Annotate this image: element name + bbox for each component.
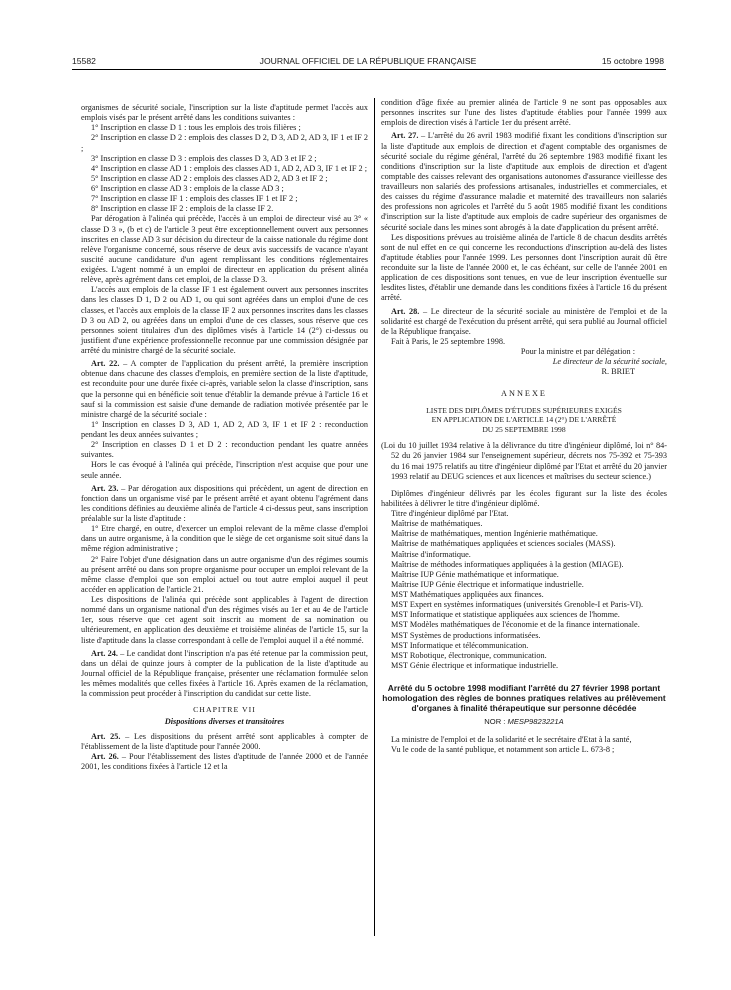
- article-28: [381, 307, 667, 337]
- signature-line: Pour la ministre et par délégation :: [520, 347, 635, 356]
- chapter-title: Dispositions diverses et transitoires: [164, 717, 285, 727]
- article-text: – L'arrêté du 26 avril 1983 modifié fixant les conditions d'inscription sur la liste d'aptitude aux emplois de direction et d'agent comptable des organismes de sécurité sociale du régime général, l'arrêté du 26 septembre 1983 modifié fixant les conditions d'inscription sur la liste d'aptitude aux emplois de direction et d'agent comptable des caisses relevant des organisations autonomes d'assurance vieillesse des travailleurs non salariés des professions artisanales, industrielles et commerciales, et des caisses du régime d'assurance maladie et maternité des travailleurs non salariés des professions non agricoles et l'arrêté du 5 août 1985 modifié fixant les conditions d'inscription sur la liste d'aptitude aux emplois de cadre supérieur des organismes de sécurité sociale dans les mines sont abrogés à la date d'application du présent arrêté.: [381, 131, 668, 232]
- article-label: Art. 28.: [391, 306, 420, 316]
- list-item: 3° Inscription en classe D 3 : emplois des classes D 3, AD 3 et IF 2 ;: [91, 153, 317, 163]
- signature-role: Le directeur de la sécurité sociale,: [552, 357, 667, 367]
- paragraph: Hors le cas évoqué à l'alinéa qui précède, l'inscription n'est acquise que pour une seule année.: [81, 460, 368, 480]
- diplome-item: MST Mathématiques appliquées aux finances.: [391, 590, 544, 600]
- list-item: 5° Inscription en classe AD 2 : emplois des classes AD 2, AD 3 et IF 2 ;: [91, 173, 328, 183]
- chapter-heading: CHAPITRE VII: [193, 705, 256, 715]
- diplome-item: Maîtrise d'informatique.: [391, 549, 471, 559]
- signatory-name: R. BRIET: [601, 367, 635, 377]
- article-label: Art. 22.: [91, 359, 120, 369]
- nor-label: NOR :: [484, 717, 506, 727]
- article-27: [381, 131, 667, 232]
- column-divider: [374, 98, 375, 936]
- list-item: 8° Inscription en classe IF 2 : emplois de la classe IF 2.: [91, 204, 274, 214]
- list-title-line: LISTE DES DIPLÔMES D'ÉTUDES SUPÉRIEURES EXIGÉS: [426, 405, 622, 415]
- article-label: Art. 27.: [391, 131, 419, 141]
- list-item: 4° Inscription en classe AD 1 : emplois des classes AD 1, AD 2, AD 3, IF 1 et IF 2 ;: [91, 163, 367, 173]
- diplome-item: MST Génie électrique et informatique industrielle.: [391, 660, 559, 670]
- page-number: 15582: [72, 56, 96, 66]
- paragraph: L'accès aux emplois de la classe IF 1 est également ouvert aux personnes inscrites dans les classes D 1, D 2 ou AD 1, ou qui sont agréées dans un emploi d'une de ces classes, et l'accès aux emplois de la classe IF 2 aux personnes inscrites dans les classes D 3 ou AD 2, ou agréées dans un emploi d'une de ces classes, sous réserve que ces personnes soient titulaires d'un des diplômes visés à l'article 14 (2°) ci-dessus ou justifient d'une expérience professionnelle reconnue par une commission désignée par arrêté du ministre chargé de la sécurité sociale.: [81, 285, 368, 355]
- place-date: Fait à Paris, le 25 septembre 1998.: [391, 336, 506, 346]
- article-text: – Pour l'établissement des listes d'aptitude de l'année 2000 et de l'année 2001, les conditions fixées à l'article 12 et la: [81, 751, 368, 771]
- diplomes-list: [381, 509, 667, 671]
- paragraph: condition d'âge fixée au premier alinéa de l'article 9 ne sont pas opposables aux personnes inscrites sur l'une des listes d'aptitude établies pour l'année 1999 aux emplois de direction visés à l'article 1er du présent arrêté.: [381, 98, 667, 128]
- paragraph: Les dispositions prévues au troisième alinéa de l'article 8 de chacun desdits arrêtés sont de nul effet en ce qui concerne les reconductions d'inscription au-delà des listes d'aptitude établies pour l'année 1999. Les personnes dont l'inscription aurait dû être reconduite sur la liste de l'année 2000 et, le cas échéant, sur celle de l'année 2001 en application de ces dispositions sont tenues, en vue de leur inscription éventuelle sur lesdites listes, d'établir une demande dans les conditions fixées à l'article 16 du présent arrêté.: [381, 232, 667, 303]
- article-text: – Les dispositions du présent arrêté sont applicables à compter de l'établissement de la liste d'aptitude pour l'année 2000.: [81, 731, 368, 751]
- list-title-line: EN APPLICATION DE L'ARTICLE 14 (2°) DE L'ARRÊTÉ: [431, 415, 617, 425]
- list-item: 2° Faire l'objet d'une désignation dans un autre organisme d'un des régimes soumis au présent arrêté ou dans son propre organisme pour occuper un emploi relevant de la même classe d'emploi que son emploi actuel ou tout autre emploi auquel il peut accéder en application de l'article 21.: [81, 554, 368, 594]
- diplome-item: MST Modèles mathématiques de l'économie et de la finance internationale.: [391, 620, 640, 630]
- list-item: 1° Inscription en classe D 1 : tous les emplois des trois filières ;: [91, 123, 301, 133]
- paragraph: organismes de sécurité sociale, l'inscription sur la liste d'aptitude permet l'accès aux emplois visés par le présent arrêté dans les conditions suivantes :: [81, 103, 368, 123]
- diplome-item: MST Expert en systèmes informatiques (universités Grenoble-I et Paris-VI).: [391, 600, 644, 610]
- paragraph: Les dispositions de l'alinéa qui précède sont applicables à l'agent de direction nommé dans un organisme national d'un des régimes visés au 1er et au 4e de l'article 1er, sous réserve que cet agent soit inscrit au moment de sa nomination ou ultérieurement, en application des deuxième et troisième alinéas de l'article 15, sur la liste d'aptitude dans la classe correspondant à celle de l'emploi auquel il a été nommé.: [81, 595, 368, 645]
- annexe-list-title: [381, 406, 667, 435]
- header-rule: [72, 69, 666, 70]
- list-item: 7° Inscription en classe IF 1 : emplois des classes IF 1 et IF 2 ;: [91, 194, 298, 204]
- article-22: [81, 359, 368, 420]
- arrete-title: Arrêté du 5 octobre 1998 modifiant l'arrêté du 27 février 1998 portant homologation des règles de bonnes pratiques relatives au prélèvement d'organes à finalité thérapeutique sur personne décédée: [382, 683, 666, 714]
- article-label: Art. 24.: [91, 648, 118, 658]
- right-column: [381, 98, 667, 755]
- diplome-item: MST Informatique et télécommunication.: [391, 640, 529, 650]
- article-label: Art. 25.: [91, 731, 121, 741]
- diplome-item: MST Informatique et statistique appliquées aux sciences de l'homme.: [391, 610, 620, 620]
- nor-reference: [381, 717, 667, 727]
- diplome-item: Maîtrise de mathématiques appliquées et sciences sociales (MASS).: [391, 539, 616, 549]
- article-text: – Le directeur de la sécurité sociale au ministère de l'emploi et de la solidarité est chargé de l'exécution du présent arrêté, qui sera publié au Journal officiel de la République française.: [381, 306, 667, 336]
- list-title-line: DU 25 SEPTEMBRE 1998: [482, 424, 566, 434]
- article-26: [81, 752, 368, 772]
- diplome-item: Maîtrise de mathématiques.: [391, 519, 483, 529]
- article-25: [81, 732, 368, 752]
- paragraph: Par dérogation à l'alinéa qui précède, l'accès à un emploi de directeur visé au 3° « classe D 3 », (b et c) de l'article 3 peut être exceptionnellement ouvert aux personnes inscrites en classe AD 3 sur décision du directeur de la caisse nationale du régime dont relève l'organisme concerné, sous réserve de deux avis successifs de vacance n'ayant suscité aucune candidature d'un agent remplissant les conditions réglementaires exigées. L'agent nommé à un emploi de directeur en application du présent alinéa relève, après agrément dans cet emploi, de la classe D 3.: [81, 214, 368, 285]
- annexe-heading: ANNEXE: [501, 389, 547, 399]
- paragraph: La ministre de l'emploi et de la solidarité et le secrétaire d'Etat à la santé,: [391, 735, 632, 745]
- diplomes-intro: Diplômes d'ingénieur délivrés par les écoles figurant sur la liste des écoles habilitées à délivrer le titre d'ingénieur diplômé.: [381, 488, 667, 508]
- article-24: [81, 649, 368, 700]
- paragraph: Vu le code de la santé publique, et notamment son article L. 673-8 ;: [391, 745, 615, 755]
- list-item: 2° Inscription en classes D 1 et D 2 : reconduction pendant les quatre années suivantes.: [81, 440, 368, 460]
- list-item: 6° Inscription en classe AD 3 : emplois de la classe AD 3 ;: [91, 184, 284, 193]
- article-text: – A compter de l'application du présent arrêté, la première inscription obtenue dans chacune des classes d'emplois, en première section de la liste d'aptitude, est reconduite pour une durée fixée ci-après, variable selon la classe d'inscription, sans que la personne qui en bénéficie soit tenue d'établir la demande prévue à l'article 16 et sauf si la commission est saisie d'une demande de radiation motivée présentée par le ministre chargé de la sécurité sociale :: [81, 359, 369, 419]
- list-item: 1° Inscription en classes D 3, AD 1, AD 2, AD 3, IF 1 et IF 2 : reconduction pendant les deux années suivantes ;: [81, 419, 368, 439]
- article-text: – Par dérogation aux dispositions qui précèdent, un agent de direction en fonction dans un organisme visé par le présent arrêté et ayant obtenu l'agrément dans les conditions définies au deuxième alinéa de l'article 4 ci-dessus peut, sans inscription préalable sur la liste d'aptitude :: [81, 483, 368, 523]
- list-item: 1° Etre chargé, en outre, d'exercer un emploi relevant de la même classe d'emploi dans un autre organisme, à la condition que le siège de cet organisme soit situé dans la même région administrative ;: [81, 524, 368, 554]
- diplome-item: MST Robotique, électronique, communication.: [391, 650, 547, 660]
- nor-value: MESP9823221A: [507, 717, 564, 727]
- diplome-item: Maîtrise de mathématiques, mention Ingénierie mathématique.: [391, 529, 598, 539]
- diplome-item: Titre d'ingénieur diplômé par l'Etat.: [391, 509, 509, 519]
- list-item: 2° Inscription en classe D 2 : emplois des classes D 2, D 3, AD 2, AD 3, IF 1 et IF 2 ;: [81, 133, 368, 153]
- article-label: Art. 23.: [91, 483, 119, 493]
- diplome-item: Maîtrise IUP Génie électrique et informatique industrielle.: [391, 579, 584, 589]
- issue-date: 15 octobre 1998: [601, 56, 664, 66]
- journal-title: JOURNAL OFFICIEL DE LA RÉPUBLIQUE FRANÇAISE: [259, 56, 477, 66]
- diplome-item: Maîtrise de méthodes informatiques appliquées à la gestion (MIAGE).: [391, 559, 624, 569]
- diplome-item: Maîtrise IUP Génie mathématique et informatique.: [391, 569, 559, 579]
- left-column: [81, 103, 368, 772]
- signature-title: [381, 357, 667, 367]
- page-header: [72, 56, 664, 70]
- diplome-item: MST Systèmes de productions informatisées.: [391, 630, 541, 640]
- legal-references: (Loi du 10 juillet 1934 relative à la délivrance du titre d'ingénieur diplômé, loi n° 84-52 du 26 janvier 1984 sur l'enseignement supérieur, décrets nos 75-392 et 75-393 du 16 mai 1975 relatifs au titre d'ingénieur diplômé par l'Etat et arrêté du 20 janvier 1993 relatif au DEUG sciences et aux licences et maîtrises du secteur science.): [381, 441, 667, 481]
- article-23: [81, 484, 368, 525]
- article-text: – Le candidat dont l'inscription n'a pas été retenue par la commission peut, dans un délai de quinze jours à compter de la publication de la liste d'aptitude au Journal officiel de la République française, présenter une réclamation formulée selon les mêmes modalités que celles fixées à l'article 16. Après examen de la réclamation, la commission peut procéder à l'inscription du candidat sur cette liste.: [81, 648, 368, 699]
- article-label: Art. 26.: [91, 751, 119, 761]
